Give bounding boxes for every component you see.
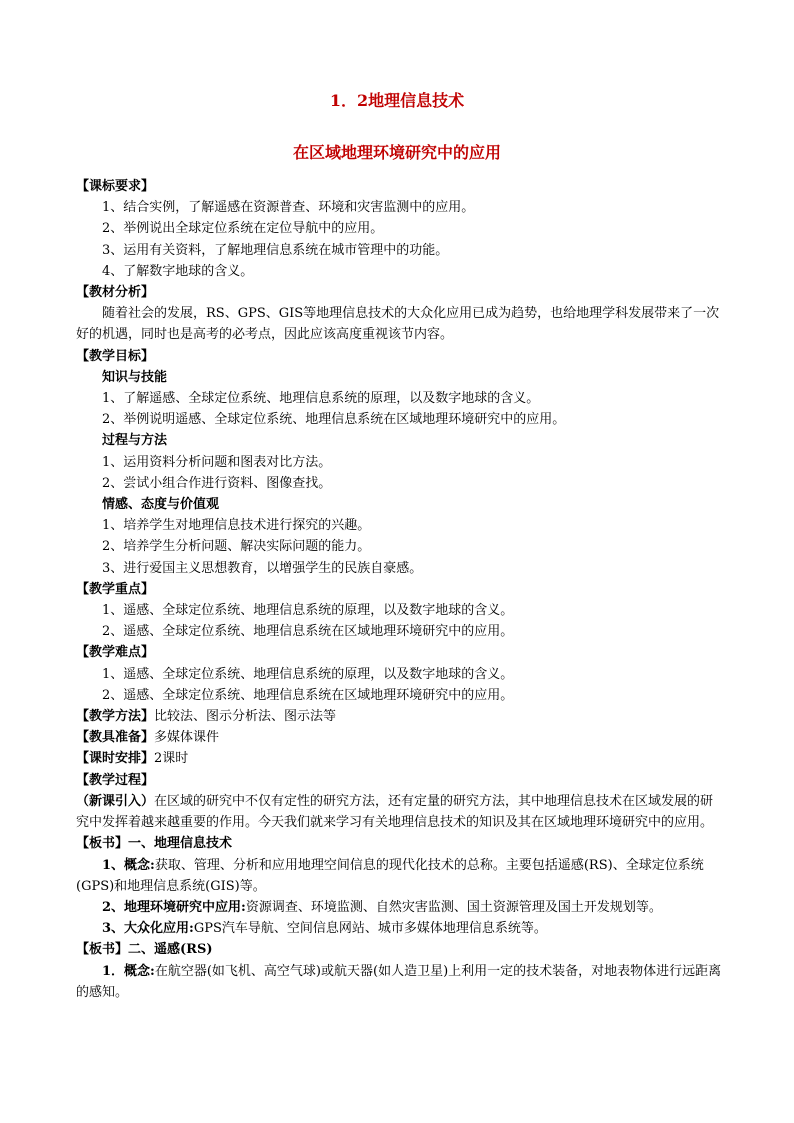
list-item: 3、进行爱国主义思想教育，以增强学生的民族自豪感。 [102,560,423,576]
list-item: 2、遥感、全球定位系统、地理信息系统在区域地理环境研究中的应用。 [102,687,514,703]
row-anpai [76,748,726,769]
anpai-value: 2课时 [154,751,189,767]
list-item: 2、举例说明遥感、全球定位系统、地理信息系统在区域地理环境研究中的应用。 [102,412,566,428]
subheading-qinggan: 情感、态度与价值观 [102,497,220,513]
banshu1-dazhong-label: 3、大众化应用: [102,921,194,937]
list-item: 1、培养学生对地理信息技术进行探究的兴趣。 [102,518,371,534]
fangfa-value: 比较法、图示分析法、图示法等 [154,709,337,725]
banshu1-heading: 一、地理信息技术 [128,836,233,852]
banshu1-gainian-text: 获取、管理、分析和应用地理空间信息的现代化技术的总称。主要包括遥感(RS)、全球定位系统(GPS)和地理信息系统(GIS)等。 [76,857,704,894]
section-heading-kebiao: 【课标要求】 [76,179,155,194]
section-heading-jiaocai: 【教材分析】 [76,285,155,301]
list-item: 2、尝试小组合作进行资料、图像查找。 [102,475,332,491]
page-title: 1．2地理信息技术 [329,91,465,110]
list-item: 4、了解数字地球的含义。 [102,263,254,279]
page-subtitle: 在区域地理环境研究中的应用 [292,143,501,162]
list-item: 3、运用有关资料，了解地理信息系统在城市管理中的功能。 [102,242,449,258]
yinru-label: （新课引入） [76,793,155,809]
banshu1-yingyong-text: 资源调查、环境监测、自然灾害监测、国土资源管理及国土开发规划等。 [245,899,662,915]
paragraph-banshu1-dazhong [76,918,726,939]
paragraph-jiaocai: 随着社会的发展，RS、GPS、GIS等地理信息技术的大众化应用已成为趋势，也给地理学科发展带来了一次好的机遇，同时也是高考的必考点，因此应该高度重视该节内容。 [76,306,720,343]
section-heading-guocheng: 【教学过程】 [76,772,155,788]
list-item: 1、结合实例，了解遥感在资源普查、环境和灾害监测中的应用。 [102,200,475,216]
banshu2-gainian-label: 1．概念: [102,963,155,979]
banshu2-heading: 二、遥感(RS) [128,942,213,958]
section-heading-zhongdian: 【教学重点】 [76,581,155,597]
list-item: 2、举例说出全球定位系统在定位导航中的应用。 [102,221,384,237]
section-heading-nandian: 【教学难点】 [76,645,155,661]
paragraph-banshu1-yingyong [76,897,726,918]
row-zhunbei [76,727,726,748]
row-banshu2 [76,939,726,960]
banshu1-dazhong-text: GPS汽车导航、空间信息网站、城市多媒体地理信息系统等。 [193,921,547,937]
row-banshu1 [76,833,726,854]
zhunbei-value: 多媒体课件 [154,730,220,746]
banshu1-gainian-label: 1、概念: [102,857,155,873]
subheading-guocheng: 过程与方法 [102,433,168,449]
list-item: 1、遥感、全球定位系统、地理信息系统的原理，以及数字地球的含义。 [102,666,514,682]
paragraph-banshu2-gainian [76,961,726,1003]
list-item: 1、了解遥感、全球定位系统、地理信息系统的原理，以及数字地球的含义。 [102,391,540,407]
section-heading-zhunbei: 【教具准备】 [76,730,155,746]
document-body [76,176,726,1003]
list-item: 1、运用资料分析问题和图表对比方法。 [102,454,332,470]
yinru-text: 在区域的研究中不仅有定性的研究方法，还有定量的研究方法，其中地理信息技术在区域发展的研究中发挥着越来越重要的作用。今天我们就来学习有关地理信息技术的知识及其在区域地理环境研究中的应用。 [76,793,714,831]
list-item: 2、培养学生分析问题、解决实际问题的能力。 [102,539,371,555]
list-item: 1、遥感、全球定位系统、地理信息系统的原理，以及数字地球的含义。 [102,603,514,619]
paragraph-yinru [76,791,726,833]
banshu1-yingyong-label: 2、地理环境研究中应用: [102,899,246,915]
subheading-zhishi: 知识与技能 [102,369,168,385]
section-heading-anpai: 【课时安排】 [76,751,155,767]
banshu2-label: 【板书】 [76,942,129,958]
banshu1-label: 【板书】 [76,836,129,852]
section-heading-mubiao: 【教学目标】 [76,348,155,364]
paragraph-banshu1-gainian [76,855,726,897]
list-item: 2、遥感、全球定位系统、地理信息系统在区域地理环境研究中的应用。 [102,624,514,640]
banshu2-gainian-text: 在航空器(如飞机、高空气球)或航天器(如人造卫星)上利用一定的技术装备，对地表物体进行远距离的感知。 [76,963,722,1000]
section-heading-fangfa: 【教学方法】 [76,709,155,725]
row-fangfa [76,706,726,727]
